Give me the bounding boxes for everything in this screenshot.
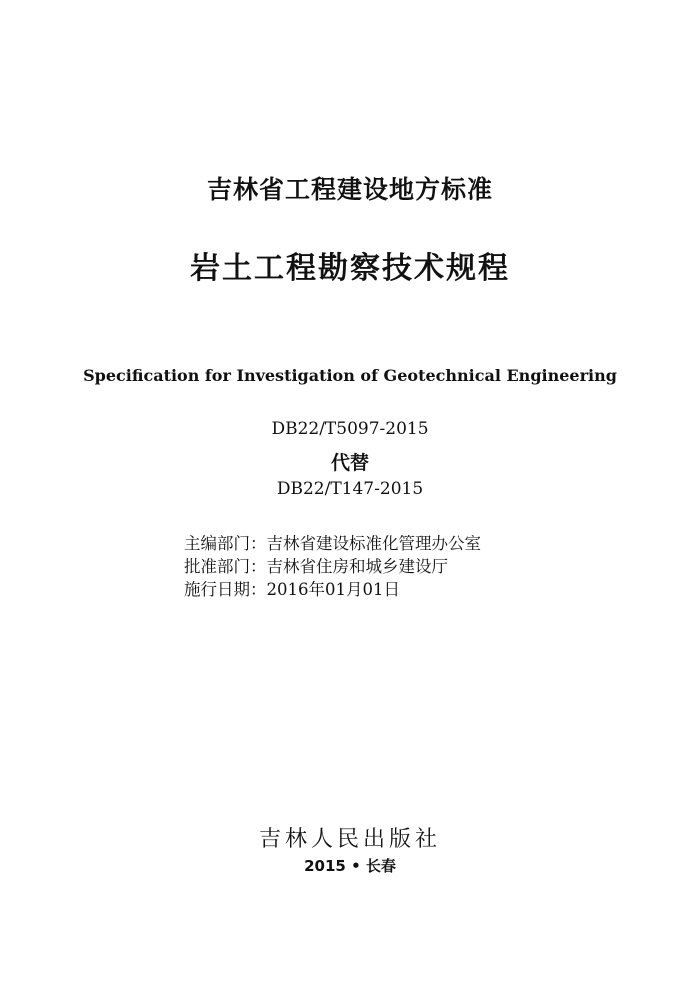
replaced-code: DB22/T147-2015 xyxy=(276,479,424,499)
replace-label: 代替 xyxy=(330,452,369,474)
effective-date: 施行日期：2016年01月01日 xyxy=(184,580,400,599)
english-title: Specification for Investigation of Geotechnical Engineering xyxy=(83,366,617,385)
publisher: 吉林人民出版社 xyxy=(258,827,441,852)
standard-code: DB22/T5097-2015 xyxy=(271,419,429,439)
editor-department: 主编部门：吉林省建设标准化管理办公室 xyxy=(184,534,481,553)
approval-department: 批准部门：吉林省住房和城乡建设厅 xyxy=(184,557,448,576)
publication-place-year: 2015 • 长春 xyxy=(304,857,396,875)
document-title: 岩土工程勘察技术规程 xyxy=(190,251,510,286)
series-title: 吉林省工程建设地方标准 xyxy=(206,175,493,204)
